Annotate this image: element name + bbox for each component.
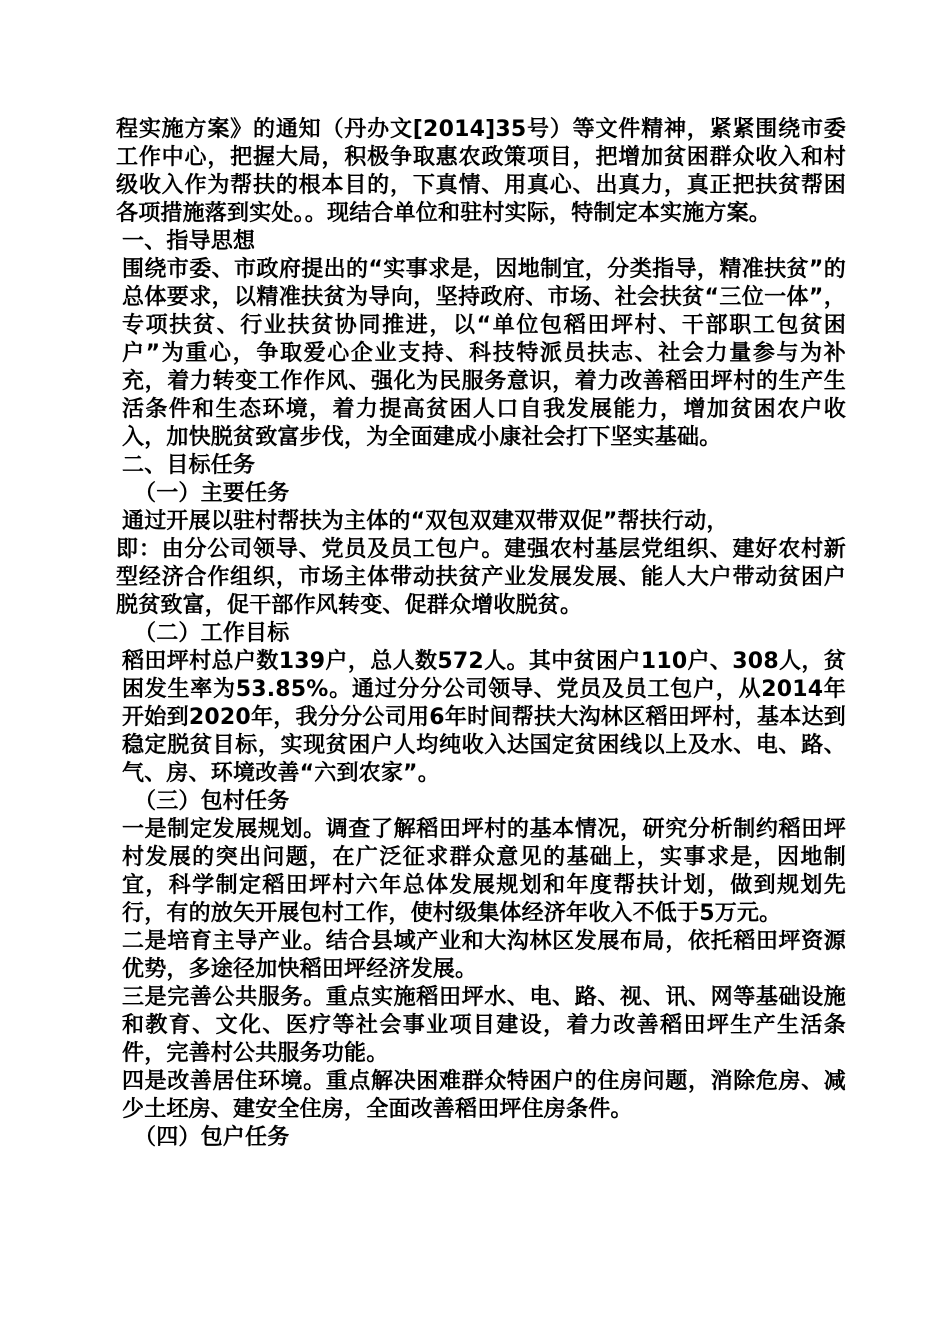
heading-goals-tasks: 二、目标任务 xyxy=(122,453,256,478)
paragraph-main-tasks-intro: 通过开展以驻村帮扶为主体的“双包双建双带双促”帮扶行动， xyxy=(122,509,729,534)
paragraph-intro: 程实施方案》的通知（丹办文[2014]35号）等文件精神，紧紧围绕市委工作中心，把握大局，积极争取惠农政策项目，把增加贫困群众收入和村级收入作为帮扶的根本目的，下真情、用真心、出真力，真正把扶贫帮困各项措施落到实处。。现结合单位和驻村实际，特制定本实施方案。 xyxy=(116,117,846,226)
paragraph-public-services: 三是完善公共服务。重点实施稻田坪水、电、路、视、讯、网等基础设施和教育、文化、医疗等社会事业项目建设，着力改善稻田坪生产生活条件，完善村公共服务功能。 xyxy=(122,985,846,1066)
paragraph-leading-industry: 二是培育主导产业。结合县域产业和大沟林区发展布局，依托稻田坪资源优势，多途径加快稻田坪经济发展。 xyxy=(122,929,846,982)
paragraph-guiding-ideology: 围绕市委、市政府提出的“实事求是，因地制宜，分类指导，精准扶贫”的总体要求，以精准扶贫为导向，坚持政府、市场、社会扶贫“三位一体”，专项扶贫、行业扶贫协同推进，以“单位包稻田坪村、干部职工包贫困户”为重心，争取爱心企业支持、科技特派员扶志、社会力量参与为补充，着力转变工作作风、强化为民服务意识，着力改善稻田坪村的生产生活条件和生态环境，着力提高贫困人口自我发展能力，增加贫困农户收入，加快脱贫致富步伐，为全面建成小康社会打下坚实基础。 xyxy=(122,257,846,450)
subheading-household-tasks: （四）包户任务 xyxy=(134,1125,290,1150)
subheading-main-tasks: （一）主要任务 xyxy=(134,481,290,506)
paragraph-main-tasks-detail: 即：由分公司领导、党员及员工包户。建强农村基层党组织、建好农村新型经济合作组织，市场主体带动扶贫产业发展发展、能人大户带动贫困户脱贫致富，促干部作风转变、促群众增收脱贫。 xyxy=(116,537,846,618)
subheading-village-tasks: （三）包村任务 xyxy=(134,789,290,814)
subheading-work-goals: （二）工作目标 xyxy=(134,621,290,646)
paragraph-work-goals: 稻田坪村总户数139户，总人数572人。其中贫困户110户、308人，贫困发生率为53.85%。通过分分公司领导、党员及员工包户，从2014年开始到2020年，我分分公司用6年时间帮扶大沟林区稻田坪村，基本达到稳定脱贫目标，实现贫困户人均纯收入达国定贫困线以上及水、电、路、气、房、环境改善“六到农家”。 xyxy=(122,649,846,786)
heading-guiding-ideology: 一、指导思想 xyxy=(122,229,256,254)
paragraph-living-environment: 四是改善居住环境。重点解决困难群众特困户的住房问题，消除危房、减少土坯房、建安全住房，全面改善稻田坪住房条件。 xyxy=(122,1069,846,1122)
document-body xyxy=(116,116,846,1152)
paragraph-development-plan: 一是制定发展规划。调查了解稻田坪村的基本情况，研究分析制约稻田坪村发展的突出问题，在广泛征求群众意见的基础上，实事求是，因地制宜，科学制定稻田坪村六年总体发展规划和年度帮扶计划，做到规划先行，有的放矢开展包村工作，使村级集体经济年收入不低于5万元。 xyxy=(122,817,846,926)
